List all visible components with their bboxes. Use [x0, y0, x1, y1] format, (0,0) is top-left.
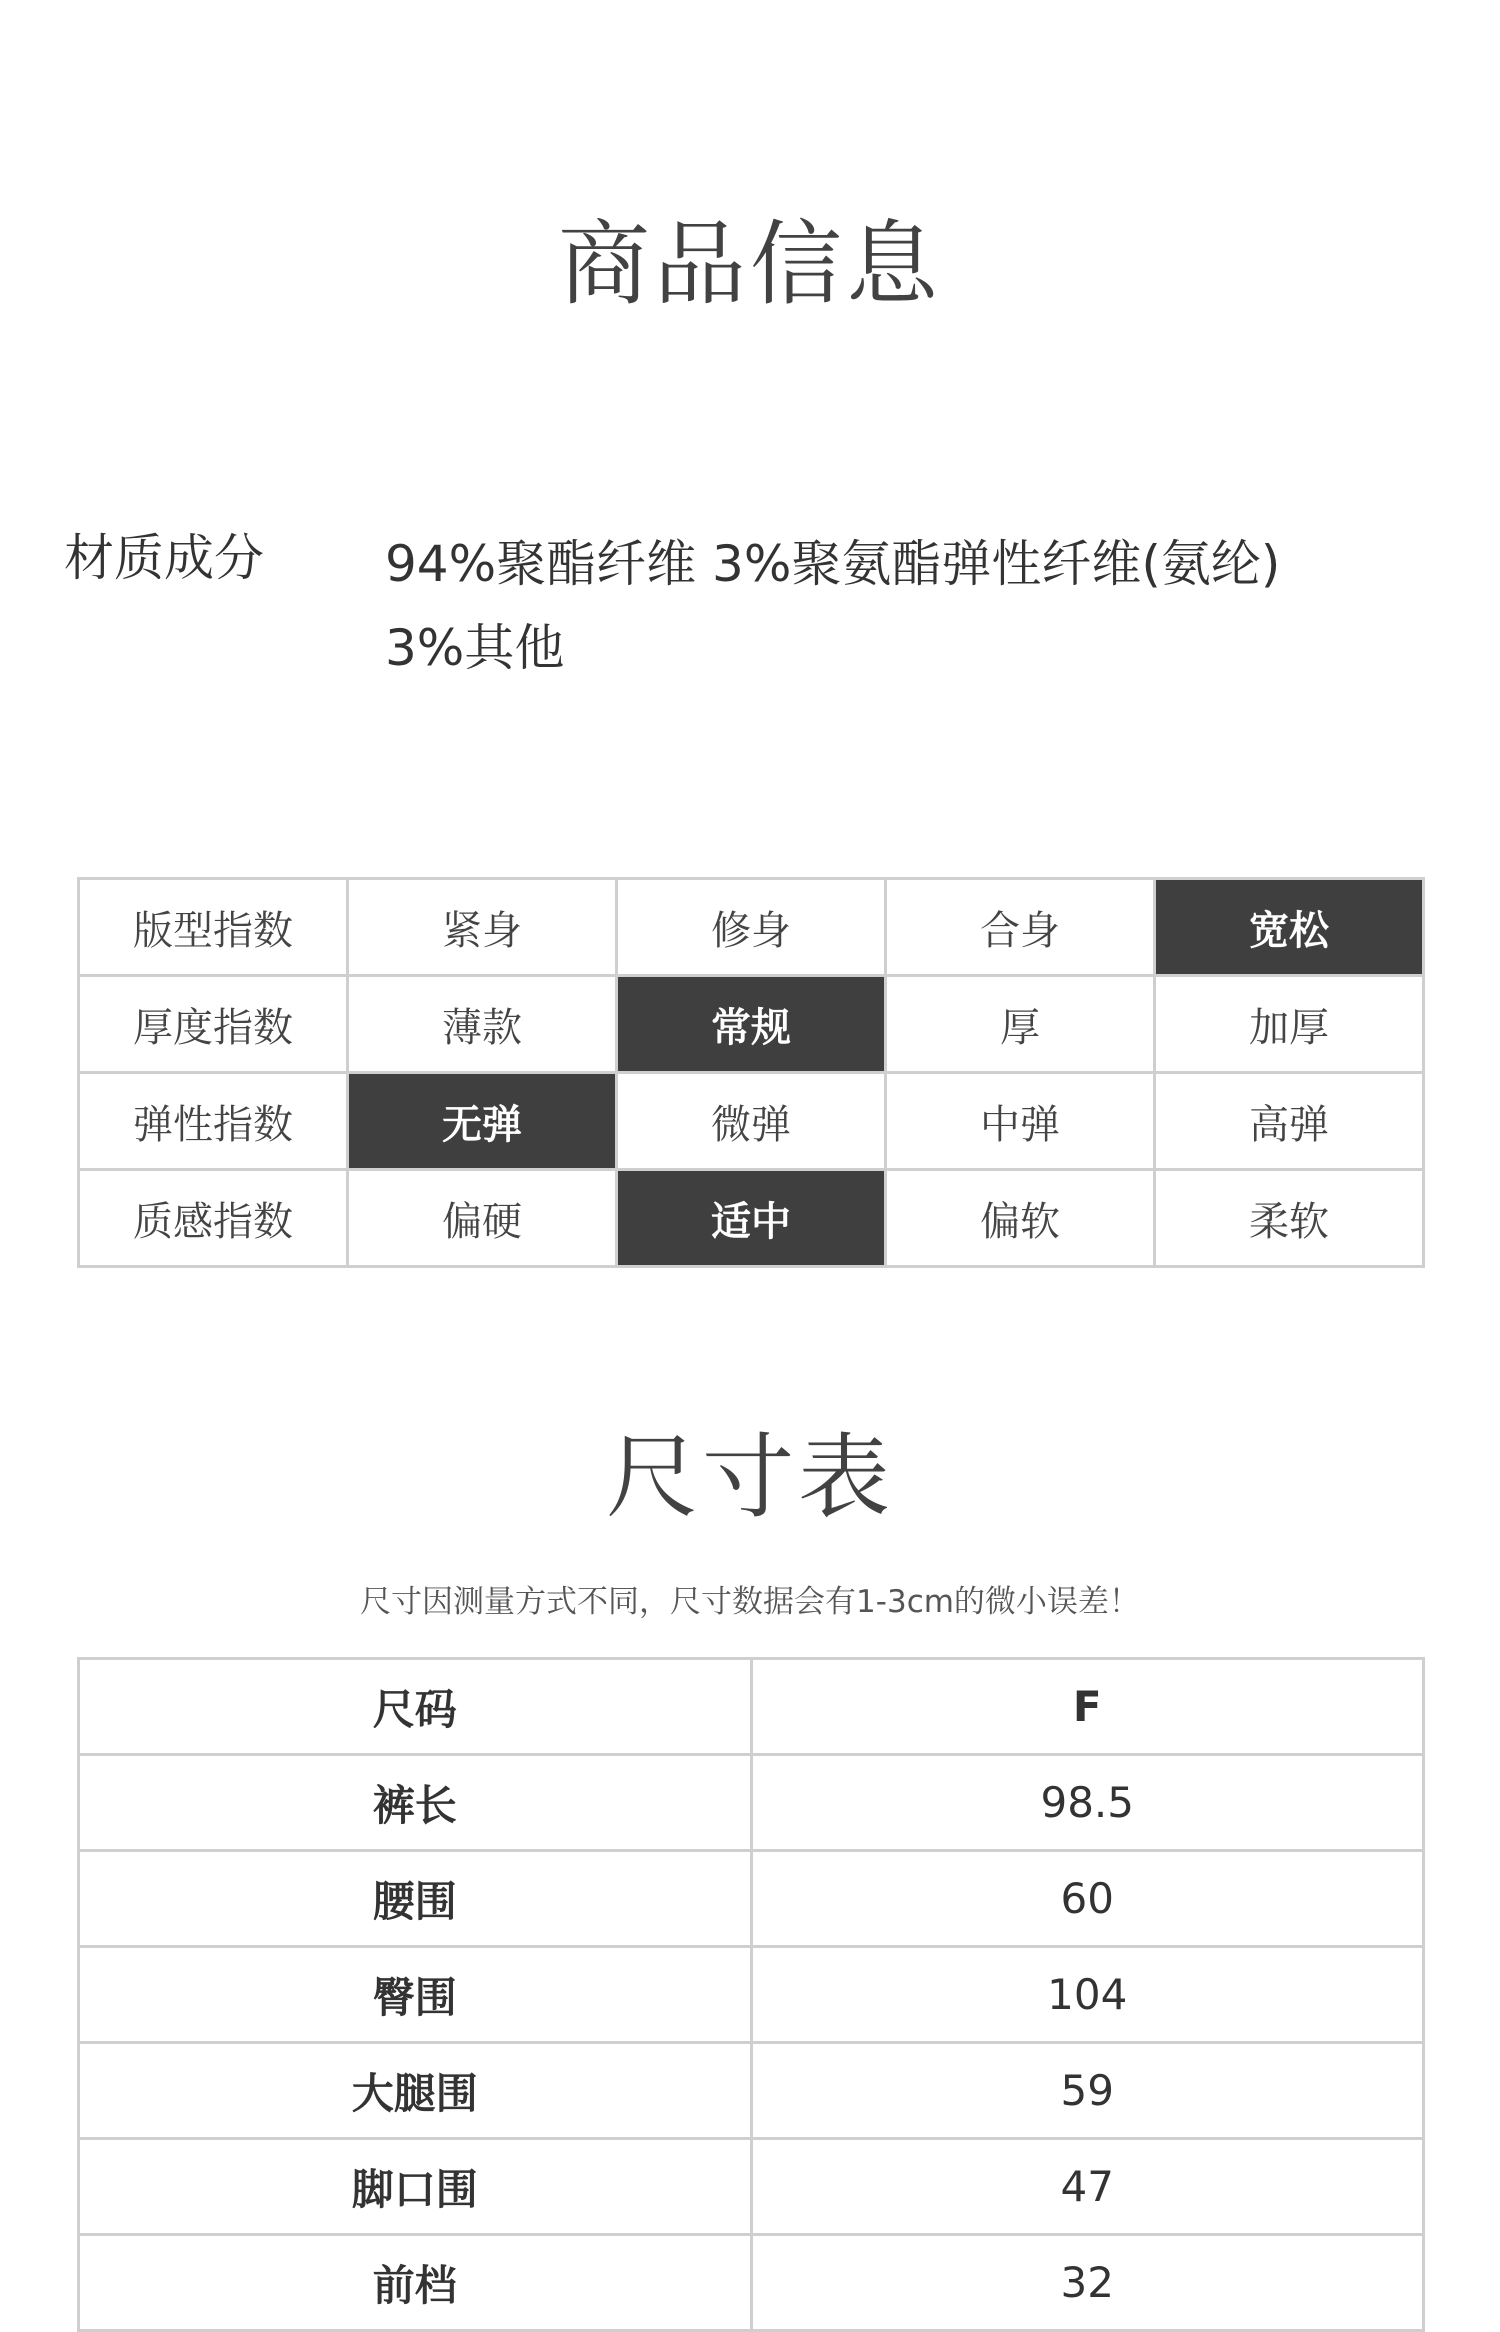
- index-option: 薄款: [348, 976, 617, 1073]
- index-option-selected: 常规: [617, 976, 886, 1073]
- index-option-selected: 宽松: [1155, 879, 1424, 976]
- index-label: 版型指数: [79, 879, 348, 976]
- index-option-selected: 无弹: [348, 1073, 617, 1170]
- size-row-value: 59: [751, 2043, 1424, 2139]
- size-header-label: 尺码: [79, 1659, 752, 1755]
- index-option: 高弹: [1155, 1073, 1424, 1170]
- index-row: [79, 976, 1424, 1073]
- fabric-index-table: [77, 877, 1425, 1268]
- index-option: 加厚: [1155, 976, 1424, 1073]
- size-row-label: 裤长: [79, 1755, 752, 1851]
- size-chart-title: 尺寸表: [605, 1424, 894, 1531]
- size-table-row: [79, 1947, 1424, 2043]
- size-table-row: [79, 1851, 1424, 1947]
- size-row-value: 104: [751, 1947, 1424, 2043]
- index-row: [79, 879, 1424, 976]
- size-row-label: 臀围: [79, 1947, 752, 2043]
- material-label: 材质成分: [64, 529, 264, 587]
- size-table-row: [79, 2139, 1424, 2235]
- index-row: [79, 1073, 1424, 1170]
- index-option-selected: 适中: [617, 1170, 886, 1267]
- size-row-value: 60: [751, 1851, 1424, 1947]
- size-header-value: F: [751, 1659, 1424, 1755]
- size-row-label: 腰围: [79, 1851, 752, 1947]
- size-row-label: 大腿围: [79, 2043, 752, 2139]
- size-row-value: 47: [751, 2139, 1424, 2235]
- size-table-row: [79, 1755, 1424, 1851]
- size-row-label: 前档: [79, 2235, 752, 2331]
- index-label: 厚度指数: [79, 976, 348, 1073]
- index-option: 厚: [886, 976, 1155, 1073]
- index-option: 柔软: [1155, 1170, 1424, 1267]
- index-label: 弹性指数: [79, 1073, 348, 1170]
- size-note: 尺寸因测量方式不同，尺寸数据会有1-3cm的微小误差！: [360, 1584, 1140, 1620]
- size-table-row: [79, 2043, 1424, 2139]
- index-option: 修身: [617, 879, 886, 976]
- index-label: 质感指数: [79, 1170, 348, 1267]
- index-row: [79, 1170, 1424, 1267]
- size-row-value: 98.5: [751, 1755, 1424, 1851]
- index-option: 偏硬: [348, 1170, 617, 1267]
- index-option: 紧身: [348, 879, 617, 976]
- size-table: [77, 1657, 1425, 2332]
- material-value: 94%聚酯纤维 3%聚氨酯弹性纤维(氨纶) 3%其他: [385, 535, 1281, 677]
- index-option: 微弹: [617, 1073, 886, 1170]
- index-option: 中弹: [886, 1073, 1155, 1170]
- index-option: 偏软: [886, 1170, 1155, 1267]
- index-option: 合身: [886, 879, 1155, 976]
- size-row-label: 脚口围: [79, 2139, 752, 2235]
- product-info-title: 商品信息: [557, 211, 942, 318]
- size-table-row: [79, 2235, 1424, 2331]
- size-row-value: 32: [751, 2235, 1424, 2331]
- size-table-header-row: [79, 1659, 1424, 1755]
